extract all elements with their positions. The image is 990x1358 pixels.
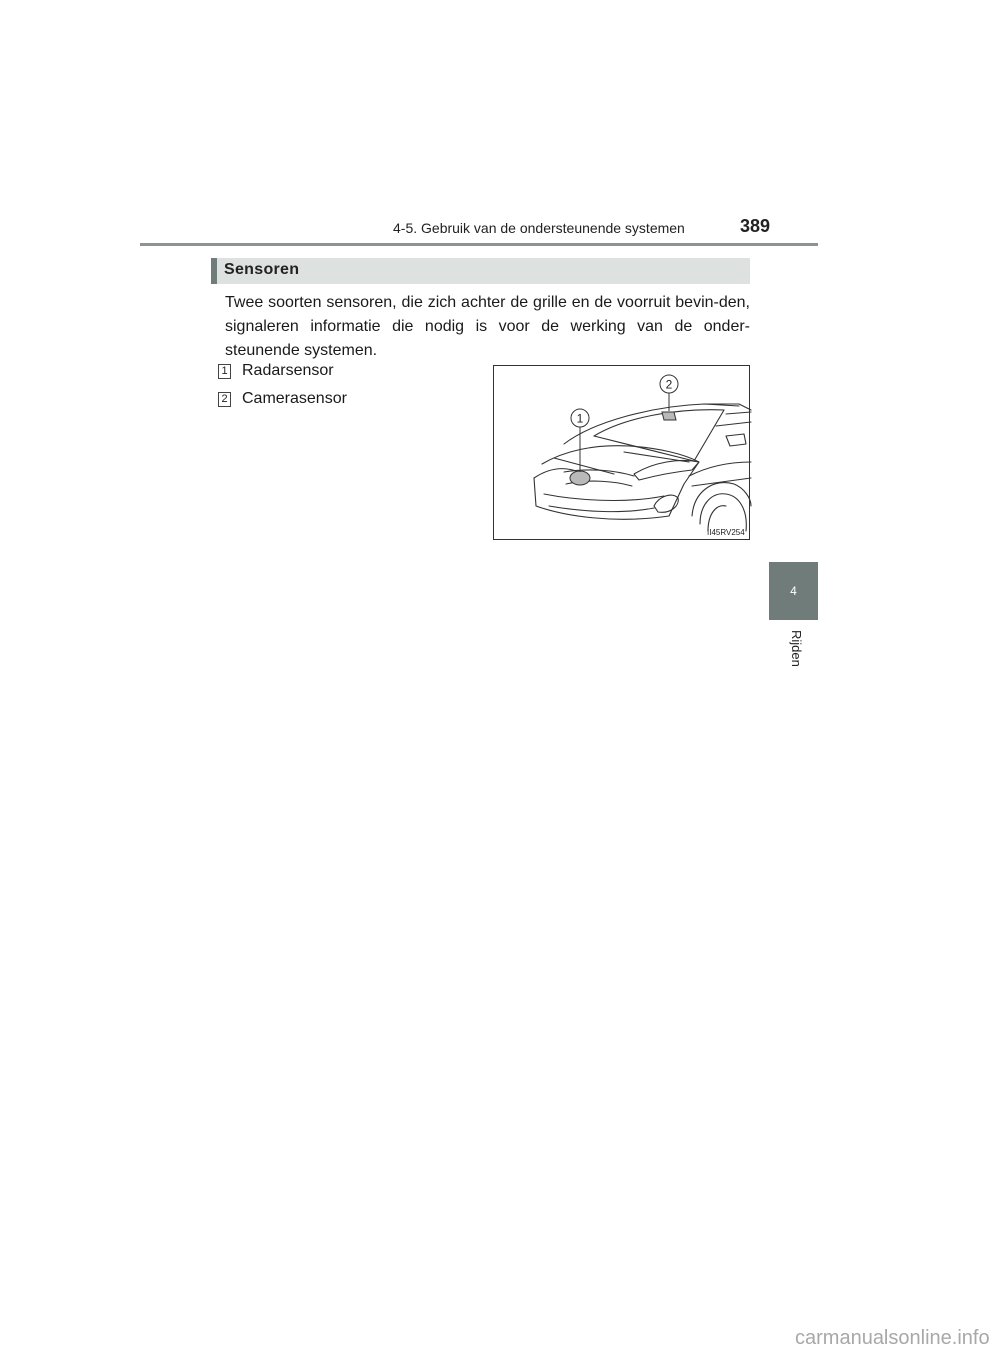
list-item	[218, 388, 347, 410]
header-divider	[140, 243, 818, 246]
section-heading-accent	[211, 258, 217, 284]
chapter-title: 4-5. Gebruik van de ondersteunende systemen	[393, 220, 685, 236]
body-paragraph: Twee soorten sensoren, die zich achter de grille en de voorruit bevin-den, signaleren informatie die nodig is voor de werking van de onder-steunende systemen.	[225, 294, 750, 359]
camera-sensor-marker	[662, 412, 676, 420]
radar-sensor-marker	[570, 471, 590, 485]
watermark: carmanualsonline.info	[795, 1327, 990, 1349]
section-title: Sensoren	[224, 261, 300, 278]
item-number-badge: 1	[218, 364, 231, 379]
callout-2-label: 2	[665, 377, 673, 392]
chapter-tab[interactable]	[769, 562, 818, 620]
vehicle-sensor-illustration	[493, 365, 750, 540]
page-number: 389	[740, 216, 771, 236]
item-number-badge: 2	[218, 392, 231, 407]
figure-code: II45RV254	[707, 528, 745, 537]
chapter-tab-number: 4	[790, 584, 797, 598]
chapter-tab-label: Rijden	[789, 630, 804, 667]
item-label-radar-sensor: Radarsensor	[242, 362, 334, 379]
callout-1-label: 1	[576, 411, 584, 426]
car-front-drawing	[494, 366, 751, 541]
item-label-camera-sensor: Camerasensor	[242, 390, 347, 407]
list-item	[218, 360, 334, 382]
